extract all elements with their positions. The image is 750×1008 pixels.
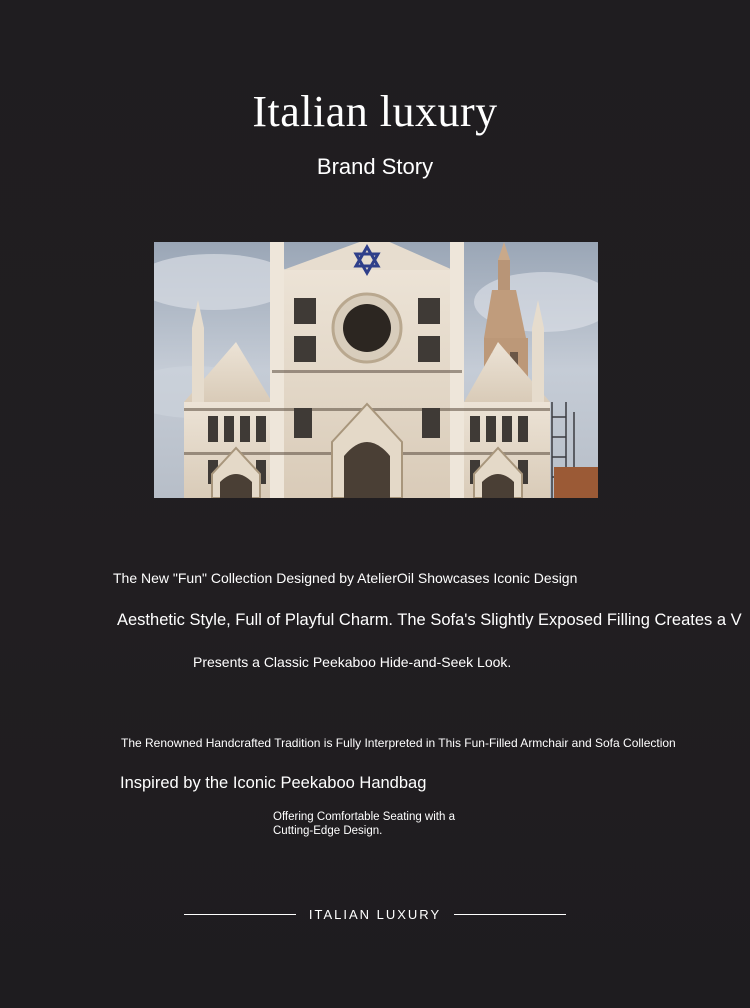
story-line-6: Offering Comfortable Seating with a Cutting-Edge Design. — [273, 811, 455, 837]
story-line-3: Presents a Classic Peekaboo Hide-and-Seek Look. — [193, 654, 512, 670]
story-line-5: Inspired by the Iconic Peekaboo Handbag — [120, 774, 427, 792]
page-subtitle: Brand Story — [316, 154, 434, 179]
footer-label: ITALIAN LUXURY — [308, 907, 442, 922]
story-line-2: Aesthetic Style, Full of Playful Charm. The Sofa's Slightly Exposed Filling Creates a V — [117, 611, 742, 629]
basilica-facade-photo — [154, 242, 598, 498]
footer-rule-right — [454, 914, 566, 915]
story-line-4: The Renowned Handcrafted Tradition is Fully Interpreted in This Fun-Filled Armchair and Sofa Collection — [121, 736, 676, 750]
footer-rule-left — [184, 914, 296, 915]
story-line-1: The New "Fun" Collection Designed by AtelierOil Showcases Iconic Design — [113, 570, 578, 586]
page-title: Italian luxury — [252, 87, 498, 136]
footer-brand — [0, 907, 750, 922]
